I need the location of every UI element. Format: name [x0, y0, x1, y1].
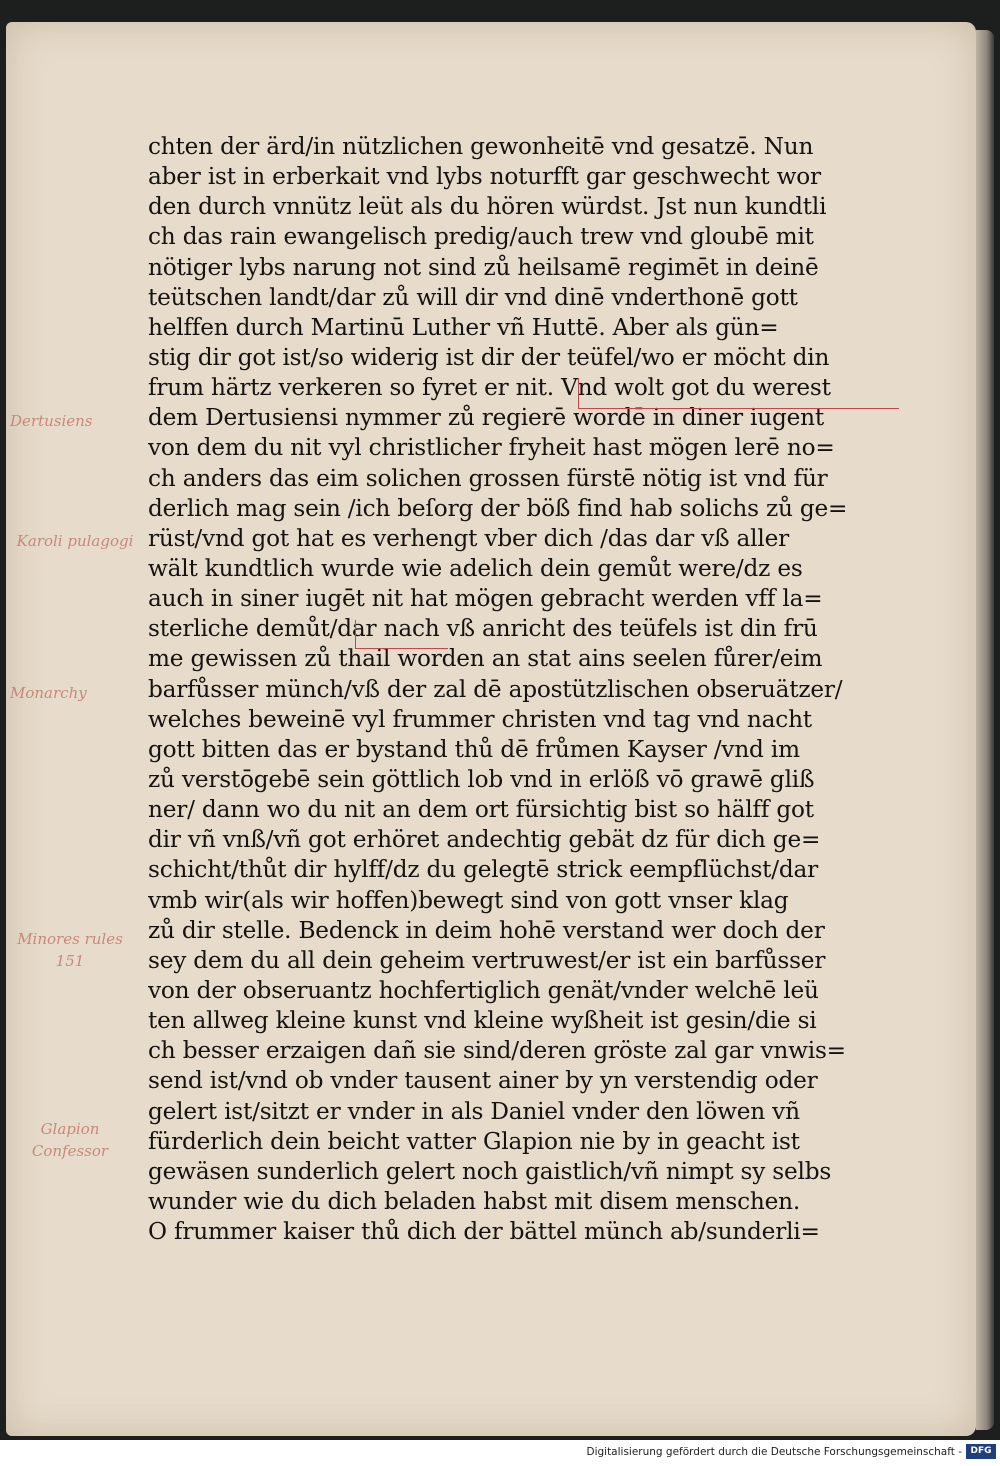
text-line: sey dem du all dein geheim vertruwest/er ist ein barfůsser [148, 946, 826, 974]
text-line: gewäsen sunderlich gelert noch gaistlich/vñ nimpt sy selbs [148, 1157, 832, 1185]
text-line: auch in siner iugēt nit hat mögen gebracht werden vff la= [148, 585, 823, 613]
text-line: frum härtz verkeren so fyret er nit. Vnd wolt got du werest [148, 374, 831, 402]
text-line: dir vñ vnß/vñ got erhöret andechtig gebät dz für dich ge= [148, 826, 821, 854]
text-line: den durch vnnütz leüt als du hören würdst. Jst nun kundtli [148, 193, 827, 221]
marginal-note: Glapion Confessor [31, 1120, 109, 1160]
page-edge [976, 30, 994, 1430]
text-line: chten der ärd/in nützlichen gewonheitē vnd gesatzē. Nun [148, 133, 814, 160]
text-line: O frummer kaiser thů dich der bättel münch ab/sunderli= [148, 1218, 820, 1246]
text-line: welches beweinē vyl frummer christen vnd tag vnd nacht [148, 705, 812, 733]
text-line: ch das rain ewangelisch predig/auch trew vnd gloubē mit [148, 223, 814, 251]
red-underline-mark [578, 378, 899, 409]
text-line: von der obseruantz hochfertiglich genät/vnder welchē leü [148, 976, 819, 1004]
marginal-note: Karoli pulagogi [16, 532, 134, 550]
text-line: dem Dertusiensi nymmer zů regierē wordē in diner iugent [148, 404, 824, 432]
footer-credit: Digitalisierung gefördert durch die Deutsche Forschungsgemeinschaft - [586, 1446, 962, 1458]
red-underline-mark [355, 620, 448, 649]
dfg-logo: DFG [966, 1444, 996, 1459]
text-line: helffen durch Martinū Luther vñ Huttē. Aber als gün= [148, 313, 779, 341]
text-line: nötiger lybs narung not sind zů heilsamē regimēt in deinē [148, 253, 819, 281]
text-line: schicht/thůt dir hylff/dz du gelegtē strick eempflüchst/dar [148, 856, 819, 884]
text-line: von dem du nit vyl christlicher fryheit hast mögen lerē no= [148, 434, 835, 462]
text-line: fürderlich dein beicht vatter Glapion nie by in geacht ist [148, 1127, 800, 1155]
text-line: sterliche demůt/dar nach vß anricht des teüfels ist din frū [148, 615, 818, 643]
text-line: derlich mag sein /ich beſorg der böß find hab solichs zů ge= [148, 494, 848, 522]
text-line: gelert ist/sitzt er vnder in als Daniel vnder den löwen vñ [148, 1097, 800, 1125]
text-line: ner/ dann wo du nit an dem ort fürsichtig bist so hälff got [148, 796, 814, 824]
marginal-note: Minores rules 151 [17, 930, 123, 970]
text-line: barfůsser münch/vß der zal dē apostützlischen obseruätzer/ [148, 675, 843, 703]
text-line: stig dir got ist/so widerig ist dir der teüfel/wo er möcht din [148, 343, 830, 371]
text-line: ch anders das eim solichen grossen fürstē nötig ist vnd für [148, 464, 828, 492]
marginal-note: Dertusiens [10, 412, 93, 430]
text-line: zů verstōgebē sein göttlich lob vnd in erlöß vō grawē gliß [148, 765, 815, 793]
text-line: teütschen landt/dar zů will dir vnd dinē vnderthonē gott [148, 283, 798, 311]
text-line: aber ist in erberkait vnd lybs noturfft gar geschwecht wor [148, 163, 821, 191]
text-line: rüst/vnd got hat es verhengt vber dich /das dar vß aller [148, 524, 790, 552]
text-line: send ist/vnd ob vnder tausent ainer by yn verstendig oder [148, 1067, 818, 1095]
text-line: wält kundtlich wurde wie adelich dein gemůt were/dz es [148, 554, 803, 582]
marginal-note: Monarchy [10, 684, 87, 702]
text-line: zů dir stelle. Bedenck in deim hohē verstand wer doch der [148, 916, 825, 944]
text-line: gott bitten das er bystand thů dē frůmen Kayser /vnd im [148, 735, 800, 763]
text-line: ten allweg kleine kunst vnd kleine wyßheit ist gesin/die si [148, 1007, 817, 1035]
footer-bar [0, 1440, 1000, 1466]
text-line: wunder wie du dich beladen habst mit disem menschen. [148, 1187, 801, 1215]
text-block [148, 132, 903, 1247]
text-line: vmb wir(als wir hoffen)bewegt sind von gott vnser klag [148, 886, 789, 914]
text-line: me gewissen zů thail worden an stat ains seelen fůrer/eim [148, 645, 823, 673]
text-line: ch besser erzaigen dañ sie sind/deren gröste zal gar vnwis= [148, 1037, 846, 1065]
